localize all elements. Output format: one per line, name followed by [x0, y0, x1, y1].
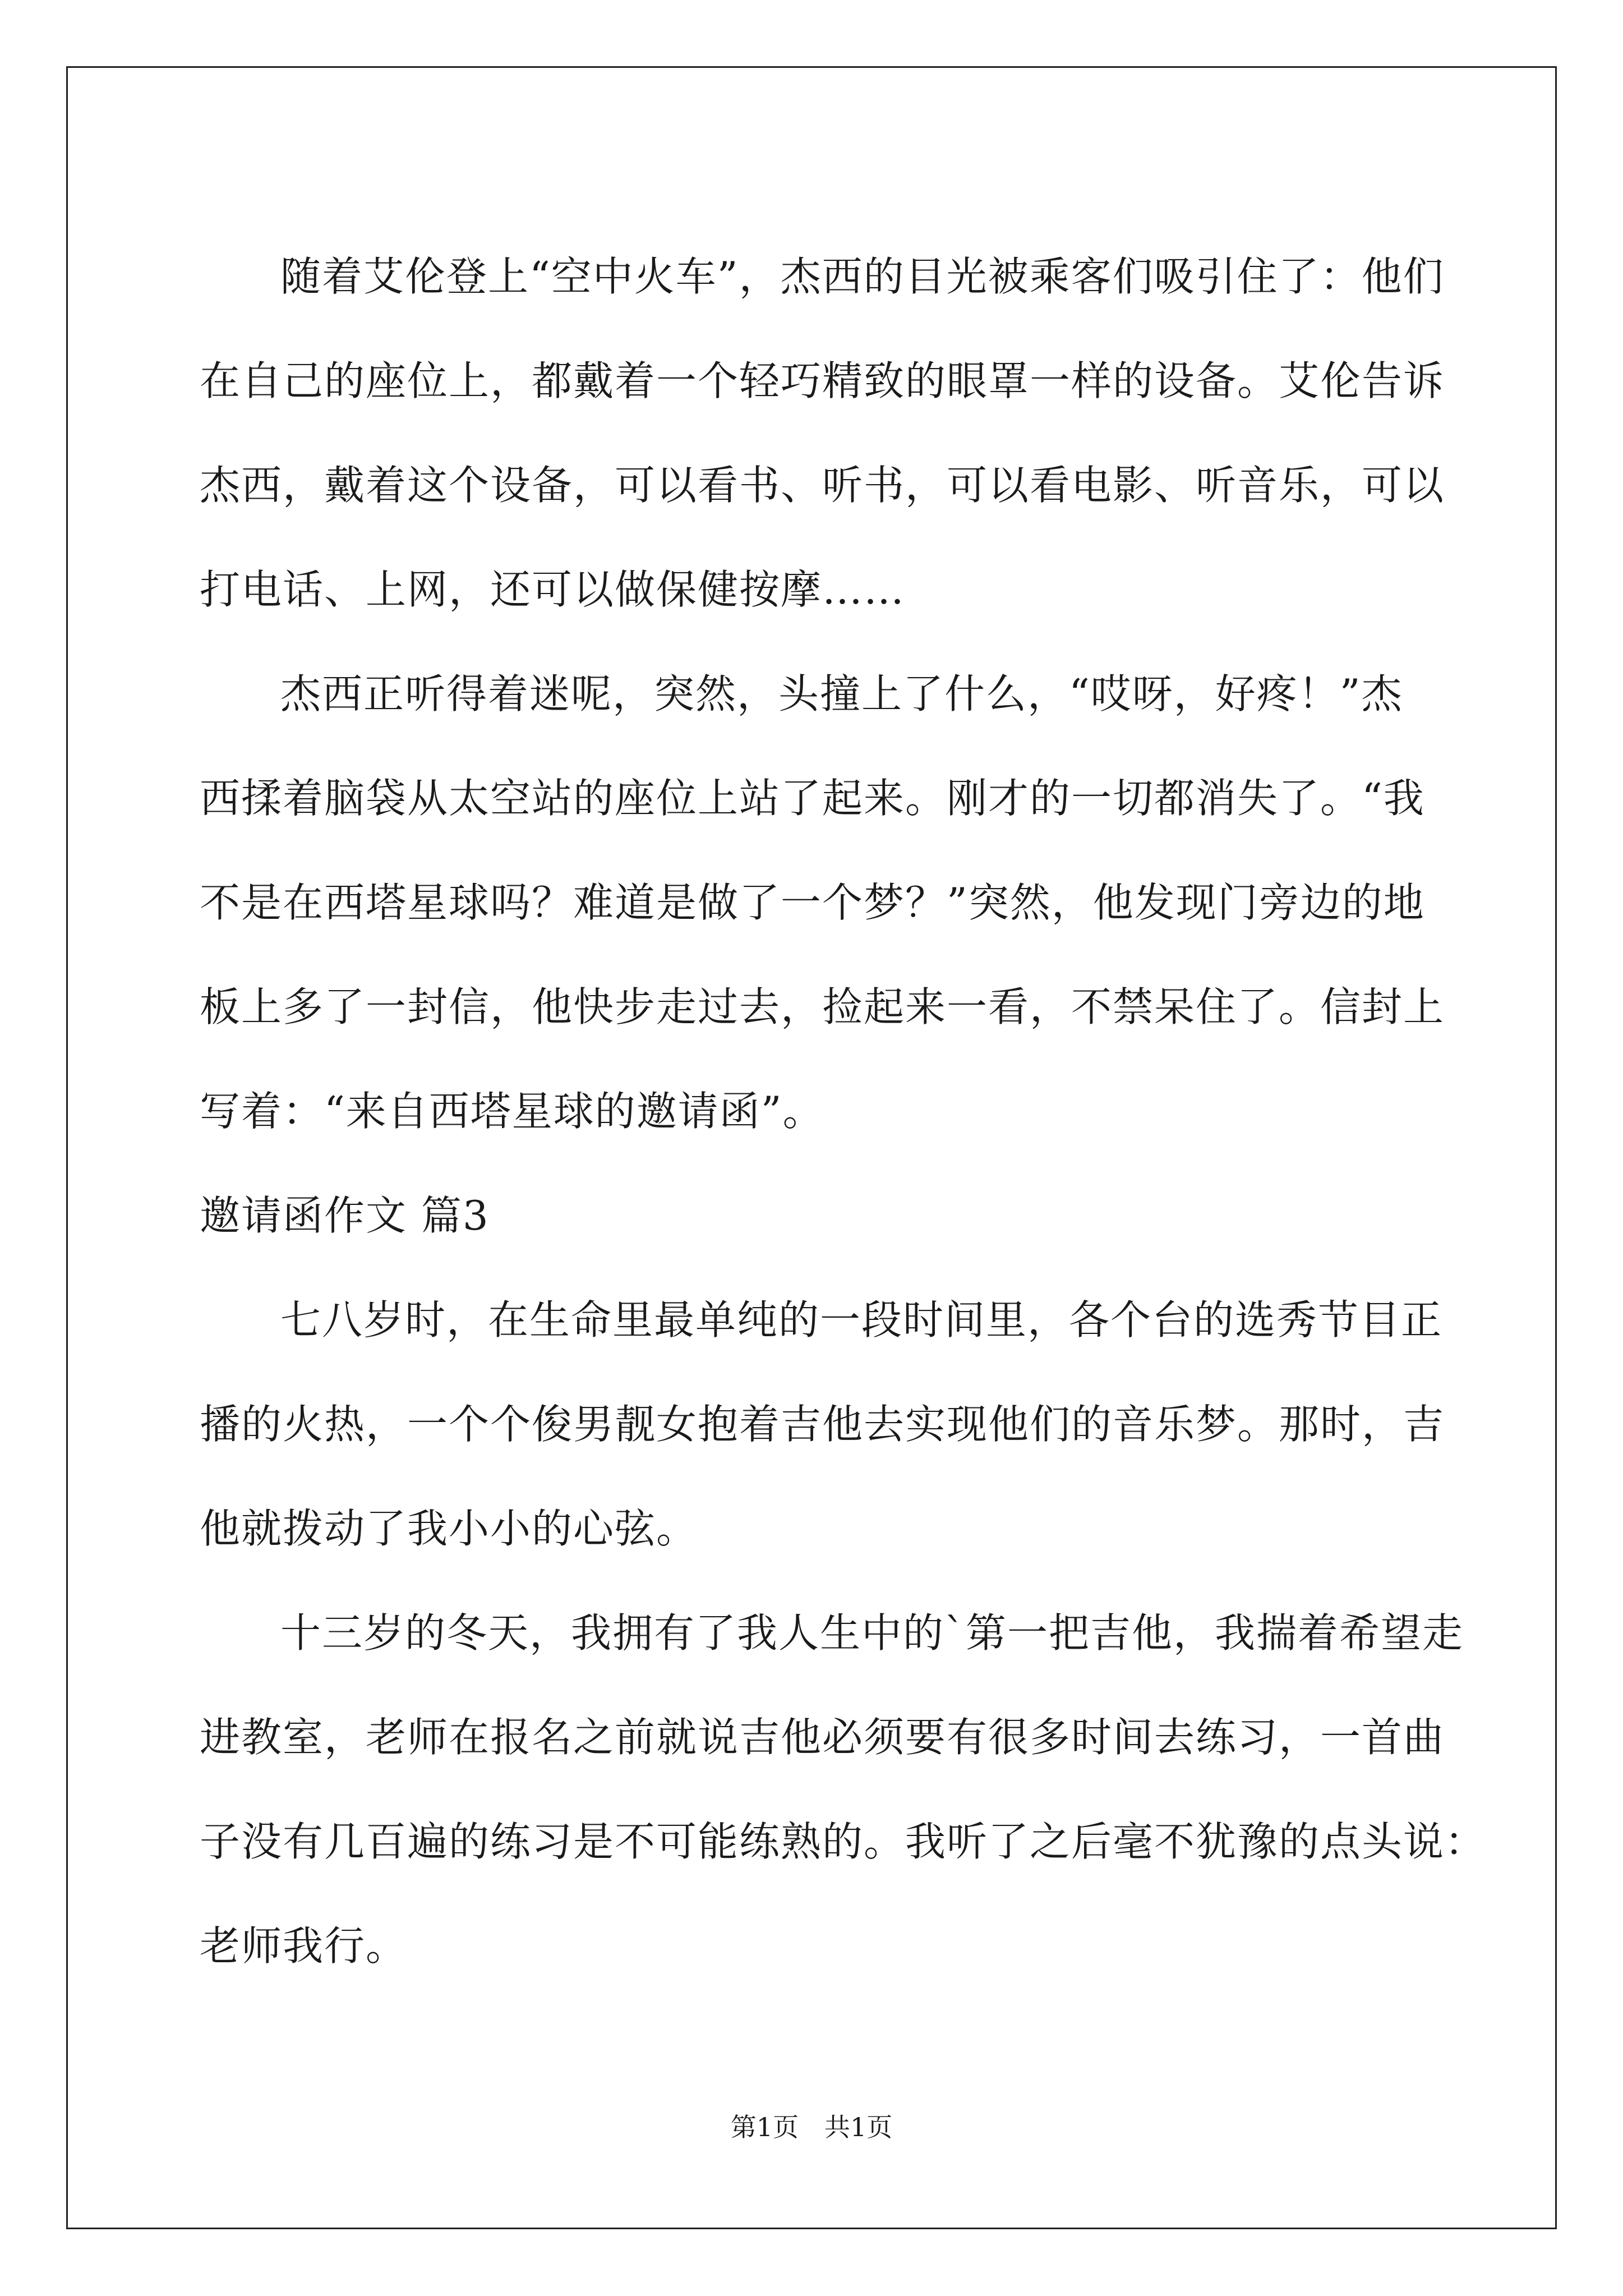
section-heading: 邀请函作文 篇3	[200, 1192, 490, 1239]
text-line: 十三岁的冬天，我拥有了我人生中的`第一把吉他，我揣着希望走	[280, 1609, 1464, 1657]
text-line: 在自己的座位上，都戴着一个轻巧精致的眼罩一样的设备。艾伦告诉	[200, 357, 1445, 404]
text-line: 进教室，老师在报名之前就说吉他必须要有很多时间去练习，一首曲	[200, 1714, 1445, 1761]
text-line: 写着：“来自西塔星球的邀请函”。	[200, 1088, 824, 1135]
text-line: 他就拨动了我小小的心弦。	[200, 1505, 698, 1552]
text-line: 七八岁时，在生命里最单纯的一段时间里，各个台的选秀节目正	[280, 1296, 1443, 1343]
text-line: 板上多了一封信，他快步走过去，捡起来一看，不禁呆住了。信封上	[200, 983, 1445, 1030]
paragraph-4	[200, 1581, 1487, 1998]
text-line: 不是在西塔星球吗？难道是做了一个梦？”突然，他发现门旁边的地	[200, 879, 1425, 926]
text-line: 打电话、上网，还可以做保健按摩……	[200, 566, 906, 613]
paragraph-2	[200, 642, 1445, 1163]
text-line: 子没有几百遍的练习是不可能练熟的。我听了之后毫不犹豫的点头说：	[200, 1818, 1487, 1865]
page-number: 第1页 共1页	[730, 2112, 893, 2142]
text-line: 西揉着脑袋从太空站的座位上站了起来。刚才的一切都消失了。“我	[200, 775, 1425, 822]
document-body	[200, 224, 1487, 1998]
paragraph-1	[200, 224, 1445, 642]
text-line: 杰西正听得着迷呢，突然，头撞上了什么，“哎呀，好疼！”杰	[280, 670, 1403, 717]
paragraph-3	[200, 1268, 1445, 1581]
text-line: 杰西，戴着这个设备，可以看书、听书，可以看电影、听音乐，可以	[200, 462, 1445, 509]
text-line: 随着艾伦登上“空中火车”，杰西的目光被乘客们吸引住了：他们	[280, 253, 1445, 300]
text-line: 老师我行。	[200, 1922, 408, 1970]
text-line: 播的火热，一个个俊男靓女抱着吉他去实现他们的音乐梦。那时，吉	[200, 1401, 1445, 1448]
